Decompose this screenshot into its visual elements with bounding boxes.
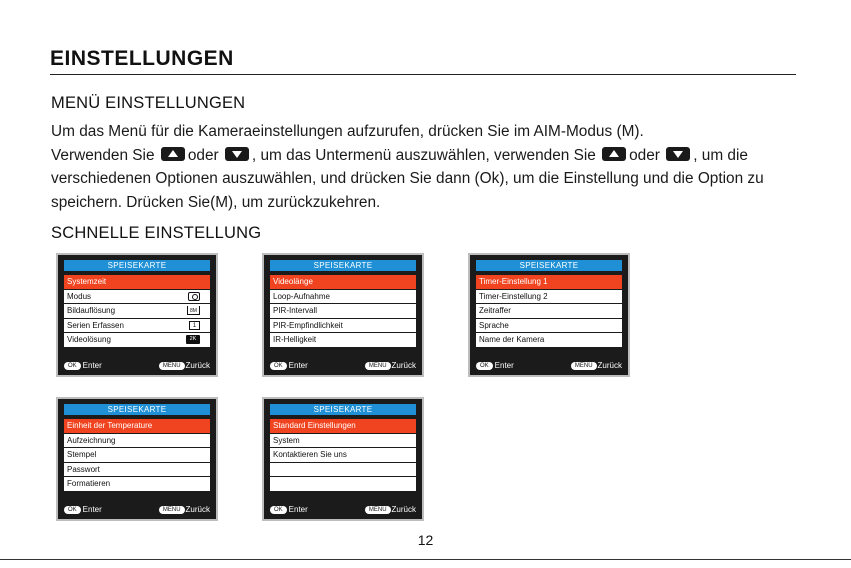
back-label: Zurück <box>391 361 416 370</box>
down-arrow-button-icon <box>225 147 249 161</box>
instructions-text-6: , um die verschiedenen Optionen auszuwählen, und drücken Sie dann (Ok), um die Einstellung und die Option zu speichern. Drücken Sie(M), um zurückzukehren. <box>51 146 764 211</box>
menu-item-label: Timer-Einstellung 2 <box>479 291 548 301</box>
menu-item-systemzeit[interactable] <box>64 275 210 290</box>
bottom-divider <box>0 559 851 560</box>
menu-item-bildaufloesung[interactable] <box>64 304 210 319</box>
menu-item-name-der-kamera[interactable] <box>476 333 622 348</box>
menu-item-label: Stempel <box>67 450 97 459</box>
menu-item-einheit-der-temperature[interactable] <box>64 419 210 434</box>
photo-camera-icon <box>188 292 200 301</box>
burst-count-icon: 1 <box>189 321 200 330</box>
back-group <box>365 504 416 516</box>
menu-item-label: Loop-Aufnahme <box>273 291 330 301</box>
menu-screen-1 <box>56 253 218 377</box>
resolution-icon: 8M <box>187 306 200 315</box>
menu-button[interactable]: MENU <box>571 362 597 370</box>
screen-header: SPEISEKARTE <box>270 404 416 415</box>
instructions-text-4: , um das Untermenü auszuwählen, verwenden Sie <box>251 146 596 164</box>
section-title-menu-settings: MENÜ EINSTELLUNGEN <box>51 94 246 112</box>
menu-screen-5 <box>262 397 424 521</box>
page-number: 12 <box>417 532 434 548</box>
menu-item-zeitraffer[interactable] <box>476 304 622 319</box>
menu-item-label: Formatieren <box>67 479 111 488</box>
menu-button[interactable]: MENU <box>365 506 391 514</box>
menu-item-loop-aufnahme[interactable] <box>270 290 416 305</box>
menu-item-pir-empfindlichkeit[interactable] <box>270 319 416 334</box>
menu-item-system[interactable] <box>270 434 416 449</box>
ok-button[interactable]: OK <box>270 362 287 370</box>
menu-list <box>476 275 622 348</box>
menu-item-label: IR-Helligkeit <box>273 335 317 344</box>
menu-item-kontaktieren-sie-uns[interactable] <box>270 448 416 463</box>
ok-button[interactable]: OK <box>476 362 493 370</box>
instructions-paragraph <box>51 120 811 214</box>
menu-item-standard-einstellungen[interactable] <box>270 419 416 434</box>
enter-label: Enter <box>494 361 514 370</box>
menu-button[interactable]: MENU <box>159 362 185 370</box>
menu-list <box>270 275 416 348</box>
instructions-text-or: oder <box>629 146 660 164</box>
screen-footer <box>64 504 210 516</box>
enter-label: Enter <box>288 505 308 514</box>
back-label: Zurück <box>185 361 210 370</box>
menu-item-label: System <box>273 435 300 445</box>
menu-item-ir-helligkeit[interactable] <box>270 333 416 348</box>
menu-item-label: PIR-Empfindlichkeit <box>273 320 343 330</box>
menu-button[interactable]: MENU <box>159 506 185 514</box>
menu-item-sprache[interactable] <box>476 319 622 334</box>
back-label: Zurück <box>597 361 622 370</box>
screen-footer <box>270 360 416 372</box>
down-arrow-button-icon <box>666 147 690 161</box>
menu-item-label: Systemzeit <box>67 277 107 286</box>
ok-button[interactable]: OK <box>270 506 287 514</box>
up-arrow-button-icon <box>161 147 185 161</box>
menu-item-serien-erfassen[interactable] <box>64 319 210 334</box>
menu-item-videolaenge[interactable] <box>270 275 416 290</box>
menu-item-label: Modus <box>67 291 92 301</box>
menu-list <box>64 275 210 348</box>
menu-item-label: PIR-Intervall <box>273 306 318 315</box>
menu-item-label: Timer-Einstellung 1 <box>479 277 548 286</box>
menu-item-label: Aufzeichnung <box>67 435 116 445</box>
menu-button[interactable]: MENU <box>365 362 391 370</box>
menu-item-timer-1[interactable] <box>476 275 622 290</box>
menu-list <box>270 419 416 492</box>
page-title: EINSTELLUNGEN <box>50 47 234 70</box>
menu-list <box>64 419 210 492</box>
menu-item-empty <box>270 463 416 478</box>
menu-item-label: Einheit der Temperature <box>67 421 153 430</box>
menu-screen-4 <box>56 397 218 521</box>
ok-button[interactable]: OK <box>64 506 81 514</box>
menu-item-label: Kontaktieren Sie uns <box>273 450 347 459</box>
menu-item-label: Passwort <box>67 464 100 474</box>
instructions-text-or: oder <box>187 146 219 164</box>
enter-label: Enter <box>82 361 102 370</box>
video-resolution-icon: 2K <box>186 335 200 344</box>
menu-item-videoloesung[interactable] <box>64 333 210 348</box>
menu-item-pir-intervall[interactable] <box>270 304 416 319</box>
menu-item-label: Zeitraffer <box>479 306 511 315</box>
back-group <box>159 360 210 372</box>
menu-item-empty <box>270 477 416 492</box>
ok-button[interactable]: OK <box>64 362 81 370</box>
menu-item-timer-2[interactable] <box>476 290 622 305</box>
screen-header: SPEISEKARTE <box>270 260 416 271</box>
back-group <box>159 504 210 516</box>
screen-header: SPEISEKARTE <box>64 404 210 415</box>
back-label: Zurück <box>391 505 416 514</box>
menu-item-label: Bildauflösung <box>67 306 116 315</box>
menu-screen-3 <box>468 253 630 377</box>
enter-label: Enter <box>288 361 308 370</box>
menu-item-label: Sprache <box>479 320 509 330</box>
instructions-text-2: Verwenden Sie <box>51 146 155 164</box>
back-group <box>365 360 416 372</box>
menu-item-label: Serien Erfassen <box>67 320 124 330</box>
screen-footer <box>476 360 622 372</box>
menu-item-label: Name der Kamera <box>479 335 545 344</box>
screen-footer <box>270 504 416 516</box>
screen-header: SPEISEKARTE <box>64 260 210 271</box>
menu-item-label: Standard Einstellungen <box>273 421 356 430</box>
screen-footer <box>64 360 210 372</box>
back-group <box>571 360 622 372</box>
menu-item-modus[interactable] <box>64 290 210 305</box>
menu-item-aufzeichnung[interactable] <box>64 434 210 449</box>
up-arrow-button-icon <box>602 147 626 161</box>
title-divider <box>50 74 796 75</box>
menu-item-passwort[interactable] <box>64 463 210 478</box>
menu-item-stempel[interactable] <box>64 448 210 463</box>
section-title-quick-settings: SCHNELLE EINSTELLUNG <box>51 224 262 242</box>
enter-label: Enter <box>82 505 102 514</box>
back-label: Zurück <box>185 505 210 514</box>
menu-item-formatieren[interactable] <box>64 477 210 492</box>
menu-item-label: Videolänge <box>273 277 313 286</box>
menu-screen-2 <box>262 253 424 377</box>
screen-header: SPEISEKARTE <box>476 260 622 271</box>
menu-item-label: Videolösung <box>67 335 111 344</box>
instructions-line-1: Um das Menü für die Kameraeinstellungen aufzurufen, drücken Sie im AIM-Modus (M). <box>51 123 644 140</box>
